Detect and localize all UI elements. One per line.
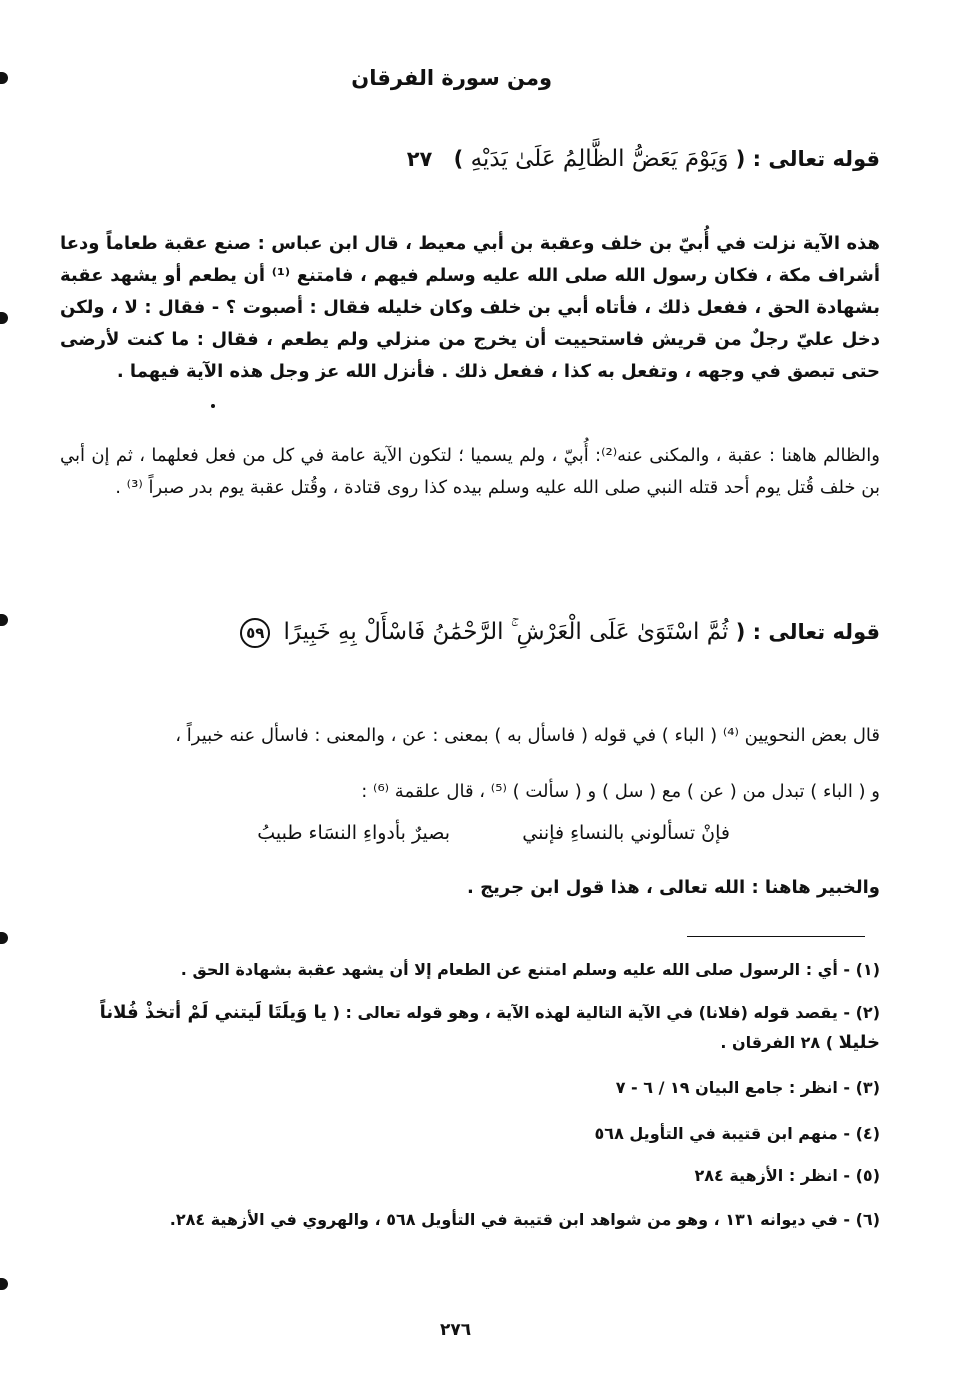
running-header: ومن سورة الفرقان (351, 66, 552, 90)
footnote-2-ref: ) ٢٨ الفرقان . (720, 1033, 834, 1052)
paragraph-grammar-2: و ( الباء ) تبدل من ( عن ) مع ( سل ) و ( سألت ) ⁽⁵⁾ ، قال علقمة ⁽⁶⁾ : (361, 781, 880, 802)
verse-intro: قوله تعالى : ( (735, 147, 880, 171)
verse-intro: قوله تعالى : ( (735, 620, 880, 644)
quran-verse-text: ثُمَّ اسْتَوَىٰ عَلَى الْعَرْشِ ۚ الرَّحْمَٰنُ فَاسْأَلْ بِهِ خَبِيرًا (283, 619, 729, 645)
footnote-2-lead: (٢) - يقصد قوله (فلانا) في الآية التالية لهذه الآية ، وهو قوله تعالى : ( (332, 1003, 880, 1022)
verse-close-paren: ) (453, 147, 464, 171)
footnote-6: (٦) - في ديوانه ١٣١ ، وهو من شواهد ابن قتيبة في التأويل ٥٦٨ ، والهروي في الأزهية ٢٨٤. (169, 1210, 880, 1229)
verse-59-line (240, 618, 880, 648)
footnote-1: (١) - أي : الرسول صلى الله عليه وسلم امتنع عن الطعام إلا أن يشهد عقبة بشهادة الحق . (180, 960, 880, 979)
scan-edge-mark (0, 72, 8, 84)
verse-27-line (407, 146, 880, 172)
ink-speck (211, 404, 215, 408)
footnote-3: (٣) - انظر : جامع البيان ١٩ / ٦ - ٧ (615, 1078, 880, 1097)
paragraph-grammar: قال بعض النحويين ⁽⁴⁾ ( الباء ) في قوله ( فاسأل به ) بمعنى : عن ، والمعنى : فاسأل عنه خبيراً ، (175, 725, 880, 746)
footnote-separator (687, 936, 865, 937)
scan-edge-mark (0, 614, 8, 626)
footnote-5: (٥) - انظر : الأزهية ٢٨٤ (694, 1166, 880, 1185)
scan-edge-mark (0, 932, 8, 944)
footnote-2 (80, 998, 880, 1058)
footnote-4: (٤) - منهم ابن قتيبة في التأويل ٥٦٨ (594, 1124, 880, 1143)
page-number: ٢٧٦ (440, 1320, 472, 1340)
paragraph-occasion-of-revelation: هذه الآية نزلت في أُبيّ بن خلف وعقبة بن أبي معيط ، قال ابن عباس : صنع عقبة طعاماً ودعا أشراف مكة ، فكان رسول الله صلى الله عليه وسلم فيهم ، فامتنع ⁽¹⁾ أن يطعم أو يشهد عقبة بشهادة الحق ، ففعل ذلك ، فأتاه أبي بن خلف وكان خليله فقال : أصبوت ؟ - فقال : لا ، ولكن دخل عليّ رجلٌ من قريش فاستحييت أن يخرج من منزلي ولم يطعم ، فقال : ما كنت لأرضى حتى تبصق في وجهه ، وتفعل به كذا ، ففعل ذلك . فأنزل الله عز وجل هذه الآية فيهما . (60, 233, 880, 382)
scan-edge-mark (0, 1278, 8, 1290)
scan-edge-mark (0, 312, 8, 324)
footnote-2-quote: يا وَيلَتَا لَيتني لَمْ أتخذْ فُلاناً خليلا (99, 1002, 880, 1053)
verse-number: ٢٧ (406, 147, 433, 171)
ayah-number-icon: ٥٩ (240, 618, 270, 648)
poem-first-hemistich: فإنْ تسألوني بالنساءِ فإنني (522, 822, 730, 844)
paragraph-explanation: والظالم هاهنا : عقبة ، والمكنى عنه⁽²⁾: أُبيّ ، ولم يسميا ؛ لتكون الآية عامة في كل من فعل فعلهما ، ثم إن أبي بن خلف قُتل يوم أحد قتله النبي صلى الله عليه وسلم بيده كذا روى قتادة ، وقُتل عقبة يوم بدر صبراً ⁽³⁾ . (60, 445, 880, 498)
quran-verse-text: وَيَوْمَ يَعَضُّ الظَّالِمُ عَلَىٰ يَدَيْهِ (470, 146, 729, 172)
paragraph-conclusion: والخبير هاهنا : الله تعالى ، هذا قول ابن جريج . (467, 877, 880, 898)
poem-second-hemistich: بصيرٌ بأدواءِ النسَاء طبيبُ (257, 822, 450, 844)
